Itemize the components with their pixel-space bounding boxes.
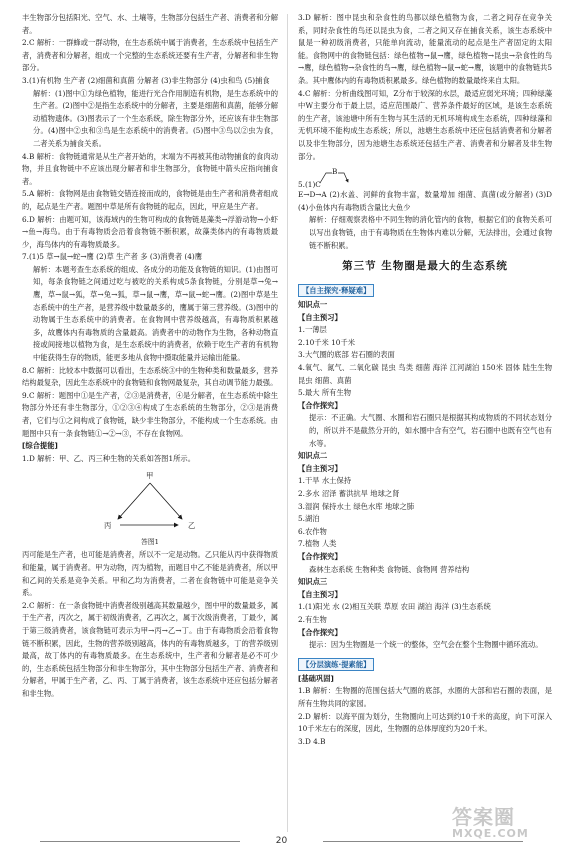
section-label-comprehensive: [综合提能] [22,441,58,451]
left-column [22,12,278,701]
list-item: 2.10千米 10千米 [298,337,356,347]
cycle-node-b: B [332,167,338,177]
relationship-diagram [90,469,210,535]
arrow-jia-to-yi [150,483,182,519]
list-item: 6.农作物 [298,526,327,536]
answer-paragraph: 5.A 解析：食物网是由食物链交错连接而成的，食物链是由生产者和消费者组成的，起点是生产者。题图中草是所有食物链的起点，因此，甲应是生产者。 [22,189,278,211]
page-number: 20 [275,836,288,846]
list-item: 1.一薄层 [298,325,327,335]
knowledge-point-2: 知识点二 [298,451,328,461]
answer-paragraph: 6.D 解析：由题可知，该海域内的生物可构成的食物链是藻类→浮游动物→小虾→鱼→海鸟。由于有毒物质会沿着食物链不断积累，故藻类体内的有毒物质最少，海鸟体内的有毒物质最多。 [22,214,278,249]
cooperation-label: 【合作探究】 [298,627,342,637]
answer-paragraph: 3.D 解析：图中昆虫和杂食性的鸟都以绿色植物为食，二者之间存在竞争关系，同时杂食性的鸟还以昆虫为食，二者之间又存在捕食关系，该生态系统中鼠是一种初级消费者，只能单向流动，能量流动的起点是生产者固定的太阳能。食物网中的食物链包括：绿色植物→鼠→鹰，绿色植物→昆虫→杂食性的鸟→鹰，绿色植物→杂食性的鸟→鹰，绿色植物→鼠→蛇→鹰，该题中的食物链共5条。其中鹰体内的有毒物质积累最多。绿色植物的数量最终来自太阳。 [298,13,552,85]
list-item: 5.最大 所有生物 [298,388,352,398]
answer-paragraph: 4.B 解析：食物链通常是从生产者开始的，末端为不再被其他动物捕食的食肉动物，并且食物链中不应该出现分解者和非生物部分，食物链中箭头应指向捕食者。 [22,151,278,186]
knowledge-point-1: 知识点一 [298,300,328,310]
right-column [298,12,552,748]
answer-paragraph: 2.C 解析：在一条食物链中消费者级别越高其数量越少，图中甲的数量最多，属于生产者，丙次之，属于初级消费者，乙再次之，属于次级消费者，丁最少，属于第三级消费者，该食物链可表示为甲→丙→乙→丁。由于有毒物质会沿着食物链不断积累，因此，生物的营养级别越高，体内的有毒物质越多，丁的营养级别最高，故丁体内的有毒物质最多。在生态系统中，生产者和分解者是必不可少的，生态系统包括生物部分和非生物部分，其中生物部分包括生产者、消费者和分解者，甲属于生产者，乙、丙、丁属于消费者，该生态系统中还应包括分解者和非生物。 [22,600,278,698]
watermark-line1: 答案圈 [452,805,515,829]
answer-paragraph: 丙可能是生产者，也可能是消费者，所以不一定是动物。乙只能从丙中获得物质和能量，属于消费者。甲为动物，丙为植物，而题目中乙不能是消费者，所以甲和乙间的关系是竞争关系。甲和乙均为消费者，二者在食物链中可能是竞争关系。 [22,550,278,598]
tag-layered-practice: 【分层演练·提素能】 [298,658,374,671]
arrow-jia-to-bing [118,483,150,519]
answer-paragraph: 9.C 解析：题图中①是生产者，②③是消费者，④是分解者，在生态系统中除生物部分外还有非生物部分，①②③④构成了生态系统的生物部分，②③是消费者，它们与①之间构成了食物链，缺少非生物部分，不能构成一个生态系统。由题图中只有一条食物链①→②→③，不存在食物网。 [22,390,278,438]
preview-label: 【自主预习】 [298,312,342,322]
list-item: 3.湿润 保持水土 绿色水库 地球之肺 [298,501,415,511]
knowledge-point-3: 知识点三 [298,577,328,587]
answer-paragraph: 解析：仔细观察表格中不同生物的消化管内的食物，根据它们的食物关系可以写出食物链，由于有毒物质在生物体内难以分解，无法排出，会通过食物链不断积累。 [309,215,552,250]
node-jia: 甲 [146,471,154,481]
preview-label: 【自主预习】 [298,589,342,599]
list-item: 7.植物 人类 [298,539,337,549]
list-item: 2.有生物 [298,614,327,624]
answer-paragraph: 解析：本题考查生态系统的组成、各成分的功能及食物链的知识。(1)由图可知，每条食物链之间通过吃与被吃的关系构成5条食物链，分别是草→兔→鹰，草→鼠→狐，草→兔→狐，草→鼠→鹰，草→鼠→蛇→鹰。(2)图中草是生态系统中的生产者，是营养级中数量最多的，鹰属于第三营养级。(3)图中的动物属于生态系统中的消费者。在食物网中营养级越高，有毒物质积累越多，故鹰体内有毒物质的含量最高。消费者中的动物作为生物，各种动物直接或间接地以植物为食，是生态系统中的消费者，依赖于吃生产者的有机物中能获得生存的物质，能更多地从食物中摄取能量并运输出能量。 [33,264,278,363]
answer-paragraph: 3.D 4.B [298,736,326,746]
diagram-caption: 答图1 [141,538,159,547]
answer-paragraph: 解析：(1)图中①为绿色植物，能进行光合作用制造有机物，是生态系统中的生产者。(2)图中②是指生态系统中的分解者，主要是细菌和真菌，能够分解动植物遗体。(3)图表示了一个生态系统，除生物部分外，还应该有非生物部分。(4)图中②虫和③鸟是生态系统中的消费者。(5)图中③鸟以②虫为食，二者关系为捕食关系。 [33,88,278,148]
cooperation-label: 【合作探究】 [298,551,342,561]
answer-paragraph: 提示：因为生物圈是一个统一的整体，空气会在整个生物圈中循环流动。 [309,640,543,650]
tag-explore: 【自主探究·释疑难】 [298,284,374,297]
cooperation-label: 【合作探究】 [298,400,342,410]
section-title: 第三节 生物圈是最大的生态系统 [342,260,508,273]
answer-paragraph: 3.(1)有机物 生产者 (2)细菌和真菌 分解者 (3)非生物部分 (4)虫和鸟 (5)捕食 [22,75,270,85]
watermark-line2: MXQE.COM [452,827,529,840]
answer-paragraph: 2.D 解析：以海平面为划分，生物圈向上可达到约10千米的高度，向下可深入10千米左右的深度，因此，生物圈的总体厚度约为20千米。 [298,711,552,734]
list-item: 2.多水 沼泽 蓄洪抗旱 地球之肾 [298,489,400,498]
preview-label: 【自主预习】 [298,463,342,473]
answer-paragraph: 2.C 解析：一群蜂或一群动物，在生态系统中属于消费者，生态系统中包括生产者，消费者和分解者，组成一个完整的生态系统还要有生产者，分解者和非生物部分。 [22,38,278,73]
site-watermark [452,806,552,854]
answer-paragraph: 丰生物部分包括阳光、空气、水、土壤等，生物部分包括生产者、消费者和分解者。 [22,13,278,35]
list-item: 5.湖泊 [298,514,320,524]
answer-paragraph: 7.(1)5 草→鼠→蛇→鹰 (2)草 生产者 多 (3)消费者 (4)鹰 [22,252,203,262]
answer-paragraph: 1.B 解析：生物圈的范围包括大气圈的底部，水圈的大部和岩石圈的表面，是所有生物共同的家园。 [298,686,552,708]
answer-paragraph: 森林生态系统 生物种类 食物链、食物网 营养结构 [309,564,470,574]
answer-paragraph: 4.C 解析：分析曲线图可知，Z分布于较深的水层，最适应弱光环境；四种绿藻中W主要分布于最上层，适应范围最广、营养条件最好的区域，是该生态系统的生产者，该池塘中所有生物与其生活的无机环境构成生态系统，四种绿藻和无机环境不能构成生态系统；所以，池塘生态系统中还应包括消费者和分解者以及非生物部分，因为池塘生态系统还包括生产者、消费者和分解者及非生物部分。 [298,88,552,161]
answer-paragraph: 1.D 解析：甲、乙、丙三种生物的关系如答图1所示。 [22,453,196,463]
answer-paragraph: 8.C 解析：比较本中数据可以看出，生态系统③中的生物种类和数量最多，营养结构最复杂，因此生态系统中的食物链和食物网最复杂，其自动调节能力最强。 [22,365,278,388]
column-divider [287,14,288,832]
list-item: 4.氧气、氮气、二氧化碳 昆虫 鸟类 细菌 海洋 江河湖泊 150米 固体 陆生生物 昆虫 细菌、真菌 [298,363,552,385]
carbon-cycle-chain [298,165,552,191]
arrow-c-to-b [320,173,332,183]
list-item: 1.(1)阳光 水 (2)相互关联 草原 农田 湖泊 海洋 (3)生态系统 [298,602,491,612]
cycle-prefix: 5.(1)C [298,180,321,190]
answer-paragraph: 提示：不正确。大气圈、水圈和岩石圈只是根据其构成物质的不同状态划分的，所以并不是截然分开的，如水圈中含有空气，岩石圈中也既有空气也有水等。 [309,413,552,448]
section-label-basic: [基础巩固] [298,673,334,683]
arrow-b-to-e [338,173,348,182]
list-item: 1.干旱 水土保持 [298,476,352,486]
answer-paragraph: E→D→A (2)水盖、河鲜的食物丰富，数量增加 细菌、真菌(或分解者) (3)D (4)小鱼体内有毒物质含量比大鱼少 [298,190,552,212]
node-yi: 乙 [188,521,196,531]
node-bing: 丙 [104,521,112,531]
list-item: 3.大气圈的底部 岩石圈的表面 [298,350,395,360]
